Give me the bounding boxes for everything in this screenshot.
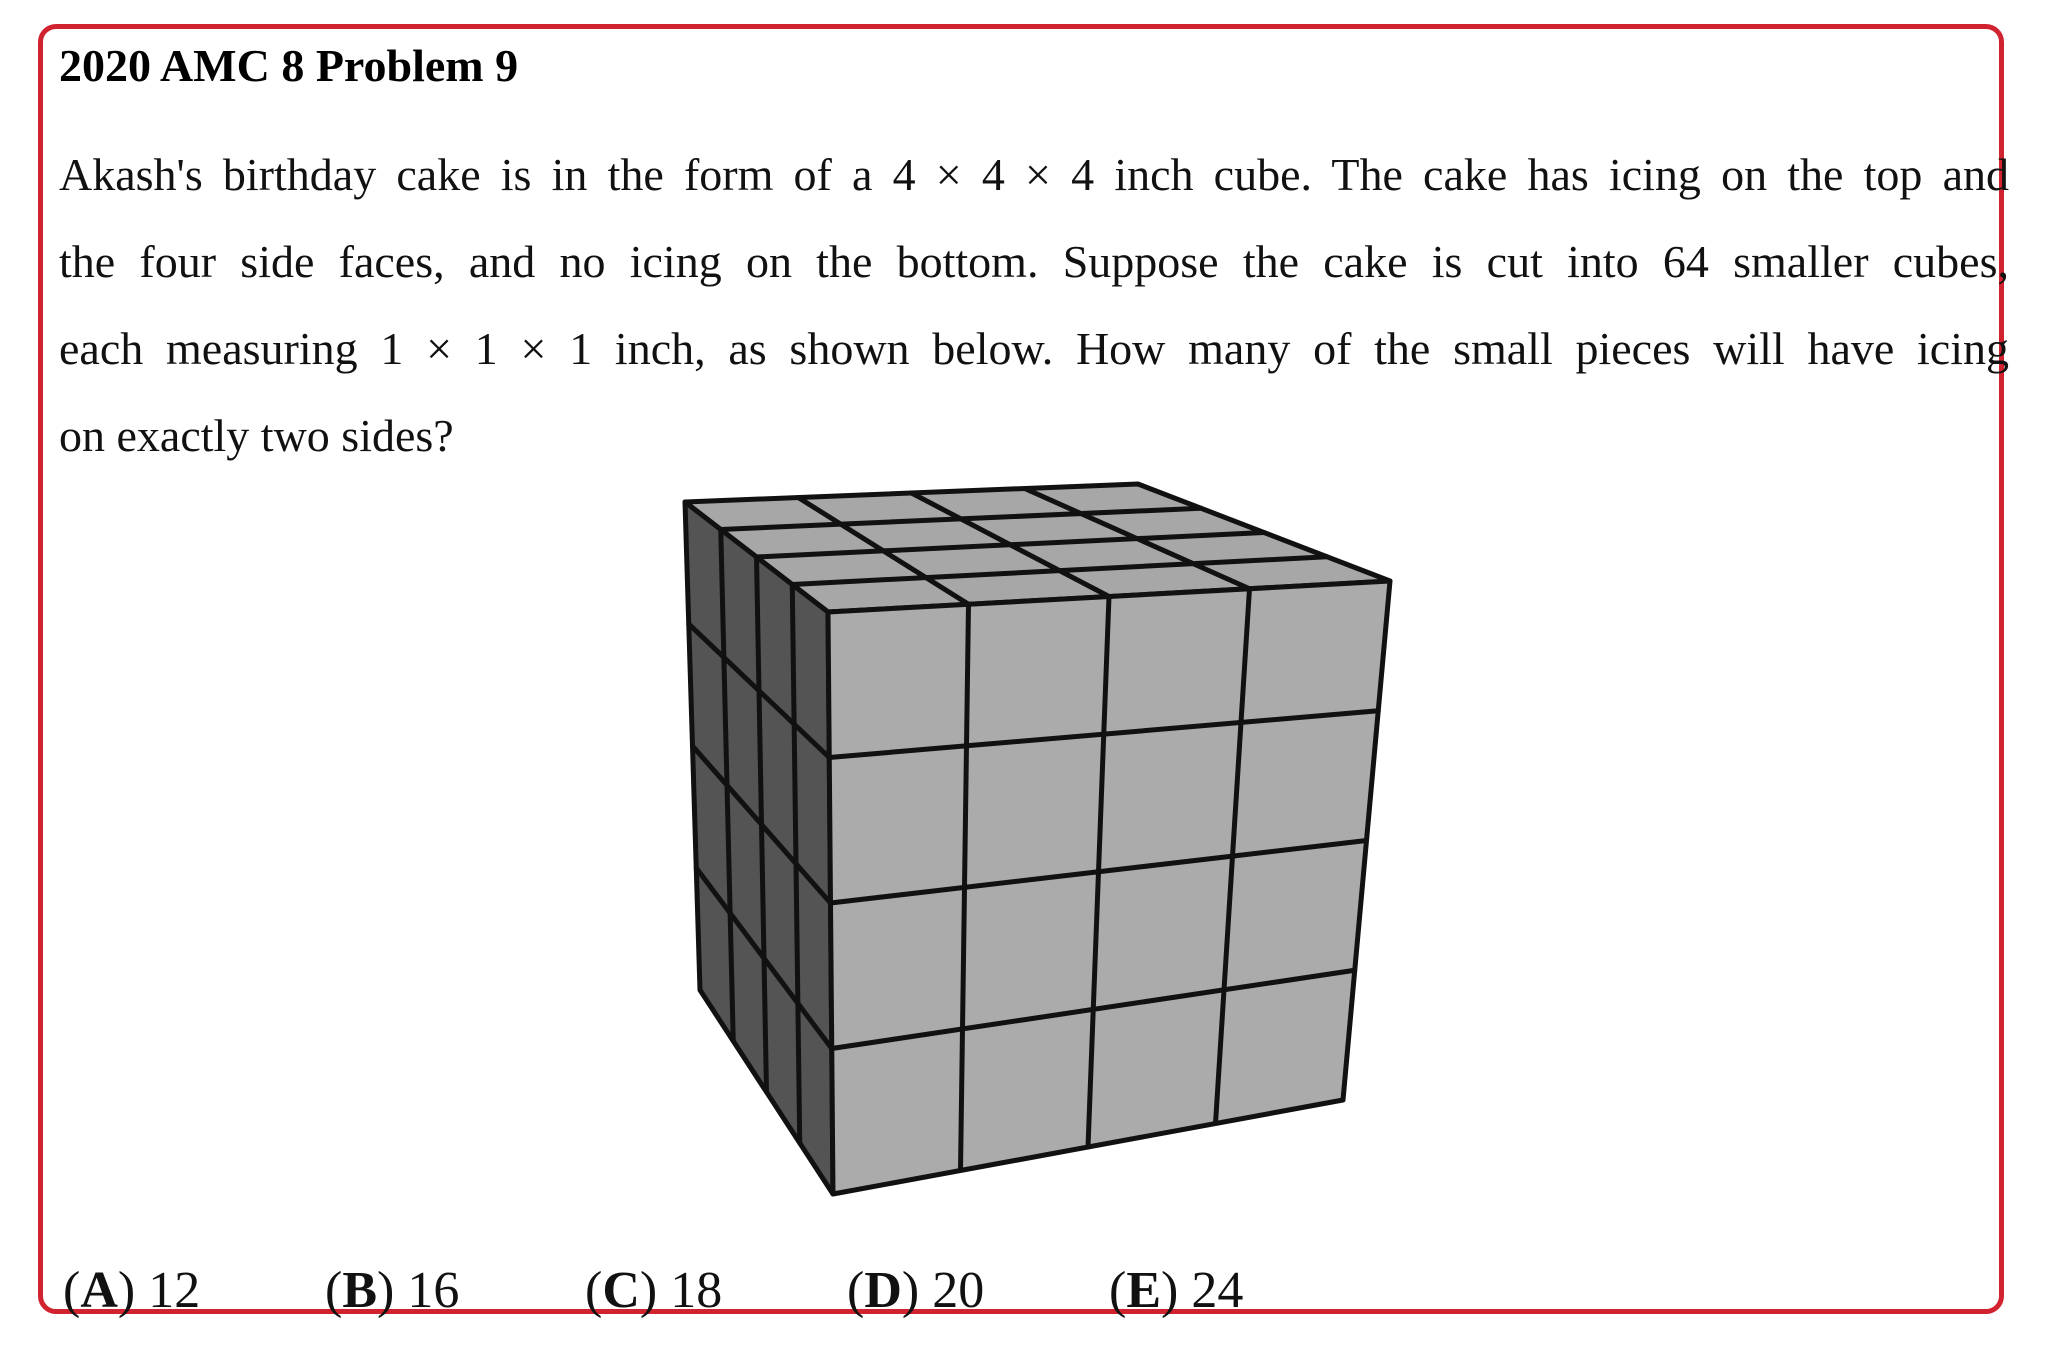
- choice-a-close: ): [117, 1262, 136, 1319]
- choice-a-open: (: [63, 1262, 81, 1319]
- choice-c[interactable]: [585, 1261, 722, 1320]
- choice-a[interactable]: [63, 1261, 200, 1320]
- choice-c-open: (: [585, 1262, 603, 1319]
- choice-d-value: 20: [932, 1262, 985, 1319]
- choice-b-close: ): [377, 1262, 395, 1319]
- choice-e-close: ): [1161, 1262, 1179, 1319]
- choice-e-open: (: [1109, 1262, 1127, 1319]
- choice-b[interactable]: [325, 1261, 459, 1320]
- choice-e[interactable]: [1109, 1261, 1243, 1320]
- choice-d-letter: D: [864, 1262, 902, 1319]
- choice-c-close: ): [639, 1262, 658, 1319]
- problem-line-1: Akash's birthday cake is in the form of a 4 × 4 × 4 inch cube. The cake has icing on the top and: [59, 149, 2009, 200]
- choice-b-letter: B: [342, 1262, 378, 1319]
- choice-d-close: ): [901, 1262, 920, 1319]
- choice-c-value: 18: [670, 1262, 723, 1319]
- choice-d[interactable]: [847, 1261, 984, 1320]
- cube-4x4x4-icon: [685, 484, 1390, 1194]
- problem-line-2: the four side faces, and no icing on the bottom. Suppose the cake is cut into 64 smaller cubes,: [59, 236, 2009, 287]
- choice-c-letter: C: [602, 1262, 640, 1319]
- problem-card: [38, 24, 2009, 1319]
- choice-e-letter: E: [1126, 1262, 1162, 1319]
- cube-front-face: [828, 581, 1390, 1194]
- problem-title: 2020 AMC 8 Problem 9: [59, 40, 519, 91]
- choice-b-value: 16: [407, 1262, 460, 1319]
- problem-line-4: on exactly two sides?: [59, 410, 454, 461]
- problem-line-3: each measuring 1 × 1 × 1 inch, as shown below. How many of the small pieces will have icing: [59, 323, 2009, 374]
- choice-a-letter: A: [80, 1262, 118, 1319]
- cube-figure: [43, 29, 1999, 1309]
- choice-d-open: (: [847, 1262, 865, 1319]
- choice-a-value: 12: [148, 1262, 201, 1319]
- choice-b-open: (: [325, 1262, 343, 1319]
- choice-e-value: 24: [1191, 1262, 1244, 1319]
